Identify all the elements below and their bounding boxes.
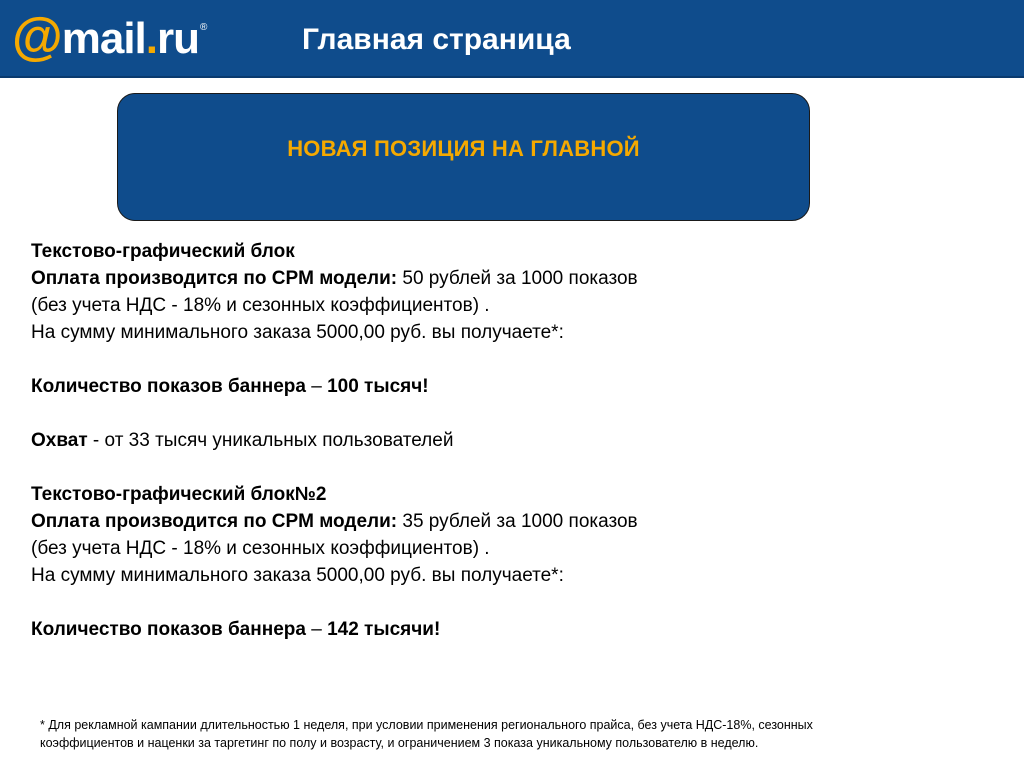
block2-payment-line xyxy=(31,508,991,535)
block1-payment-label: Оплата производится по CPM модели: xyxy=(31,268,398,289)
new-position-banner xyxy=(117,93,810,221)
block2-payment-label: Оплата производится по CPM модели: xyxy=(31,511,398,532)
footnote xyxy=(40,716,990,752)
block1-reach-line xyxy=(31,427,991,454)
logo-ru-text: ru xyxy=(157,14,199,63)
mail-ru-logo[interactable] xyxy=(12,8,207,66)
logo-registered-mark: ® xyxy=(200,22,207,33)
header-bar xyxy=(0,0,1024,78)
page-title: Главная страница xyxy=(302,23,571,56)
block1-impressions-value: 100 тысяч! xyxy=(327,376,429,397)
logo-dot: . xyxy=(145,14,157,63)
block1-payment-value: 50 рублей за 1000 показов xyxy=(397,268,638,289)
block1-impressions-line xyxy=(31,373,991,400)
banner-label: НОВАЯ ПОЗИЦИЯ НА ГЛАВНОЙ xyxy=(287,136,640,161)
block1-payment-line xyxy=(31,265,991,292)
block1-impressions-label: Количество показов баннера xyxy=(31,376,306,397)
block1-reach-label: Охват xyxy=(31,430,88,451)
block2-heading: Текстово-графический блок№2 xyxy=(31,484,327,505)
footnote-line-2: коэффициентов и наценки за таргетинг по полу и возрасту, и ограничением 3 показа уникальному пользователю в неделю. xyxy=(40,736,759,750)
block1-reach-text: - от 33 тысяч уникальных пользователей xyxy=(87,430,454,451)
block2-min-order: На сумму минимального заказа 5000,00 руб. вы получаете*: xyxy=(31,565,564,586)
logo-mail-text: mail xyxy=(61,14,146,63)
footnote-line-1: * Для рекламной кампании длительностью 1 неделя, при условии применения регионального прайса, без учета НДС-18%, сезонных xyxy=(40,718,813,732)
logo-at-sign: @ xyxy=(12,8,62,66)
block2-payment-value: 35 рублей за 1000 показов xyxy=(397,511,638,532)
offer-description xyxy=(31,238,991,643)
block2-impressions-value: 142 тысячи! xyxy=(327,619,441,640)
block2-vat-note: (без учета НДС - 18% и сезонных коэффициентов) . xyxy=(31,538,490,559)
block1-impressions-dash: – xyxy=(305,376,328,397)
block1-vat-note: (без учета НДС - 18% и сезонных коэффициентов) . xyxy=(31,295,490,316)
block1-heading: Текстово-графический блок xyxy=(31,241,295,262)
block2-impressions-line xyxy=(31,616,991,643)
block2-impressions-label: Количество показов баннера xyxy=(31,619,306,640)
block1-min-order: На сумму минимального заказа 5000,00 руб. вы получаете*: xyxy=(31,322,564,343)
block2-impressions-dash: – xyxy=(305,619,328,640)
